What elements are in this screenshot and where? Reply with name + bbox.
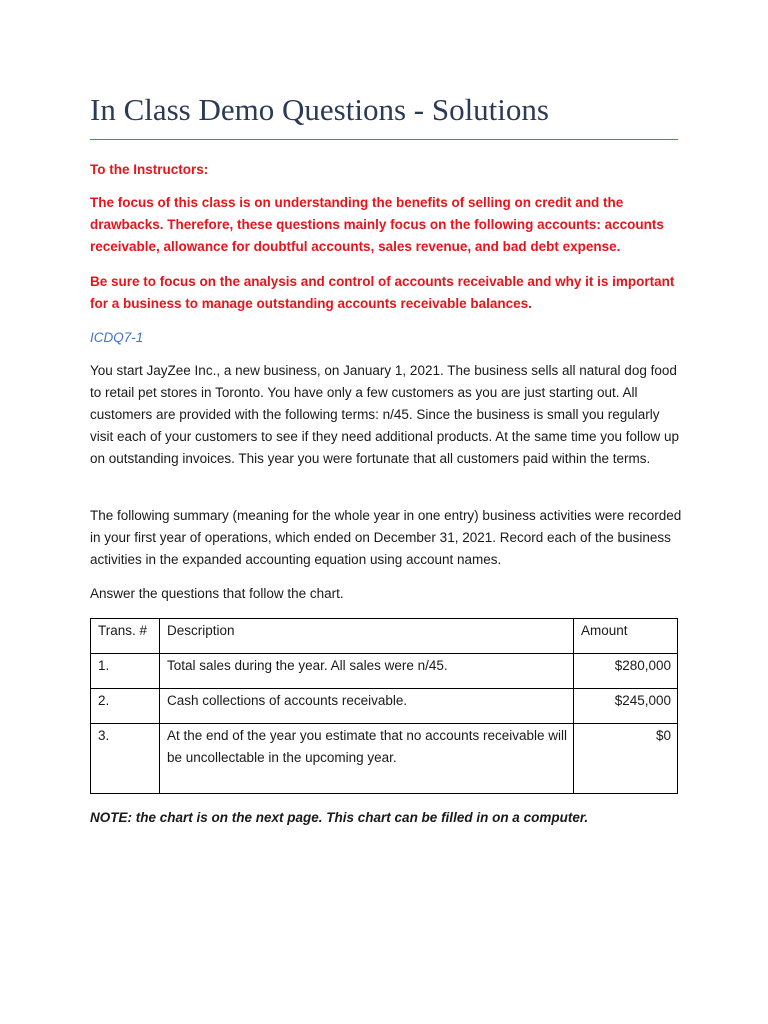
instructor-heading: To the Instructors: (90, 162, 209, 177)
table-row (91, 654, 678, 689)
row-trans: 1. (91, 654, 160, 689)
scenario-paragraph: You start JayZee Inc., a new business, on January 1, 2021. The business sells all natural dog food to retail pet stores in Toronto. You have only a few customers as you are just starting out. All customers are provided with the following terms: n/45. Since the business is small you regularly visit each of your customers to see if they need additional products. At the same time you follow up on outstanding invoices. This year you were fortunate that all customers paid within the terms. (90, 363, 680, 466)
row-amount: $0 (574, 724, 678, 794)
page-title: In Class Demo Questions - Solutions (90, 92, 549, 127)
header-amount: Amount (574, 619, 678, 654)
title-underline (90, 139, 678, 140)
row-amount: $245,000 (574, 689, 678, 724)
table-row (91, 724, 678, 794)
header-trans: Trans. # (91, 619, 160, 654)
instructor-paragraph-2: Be sure to focus on the analysis and control of accounts receivable and why it is important for a business to manage outstanding accounts receivable balances. (90, 274, 675, 311)
row-trans: 2. (91, 689, 160, 724)
summary-paragraph: The following summary (meaning for the whole year in one entry) business activities were recorded in your first year of operations, which ended on December 31, 2021. Record each of the business activities in the expanded accounting equation using account names. (90, 508, 682, 567)
row-amount: $280,000 (574, 654, 678, 689)
chart-note: NOTE: the chart is on the next page. This chart can be filled in on a computer. (90, 810, 589, 825)
transactions-table (90, 618, 678, 794)
row-trans: 3. (91, 724, 160, 794)
table-row (91, 689, 678, 724)
row-description: Total sales during the year. All sales were n/45. (160, 654, 574, 689)
instructor-paragraph-1: The focus of this class is on understanding the benefits of selling on credit and the drawbacks. Therefore, these questions mainly focus on the following accounts: accounts receivable, allowance for doubtful accounts, sales revenue, and bad debt expense. (90, 195, 664, 254)
row-description: Cash collections of accounts receivable. (160, 689, 574, 724)
row-description: At the end of the year you estimate that no accounts receivable will be uncollectable in the upcoming year. (160, 724, 574, 794)
question-id: ICDQ7-1 (90, 330, 144, 345)
instruction-paragraph: Answer the questions that follow the chart. (90, 586, 344, 601)
table-header-row (91, 619, 678, 654)
header-description: Description (160, 619, 574, 654)
